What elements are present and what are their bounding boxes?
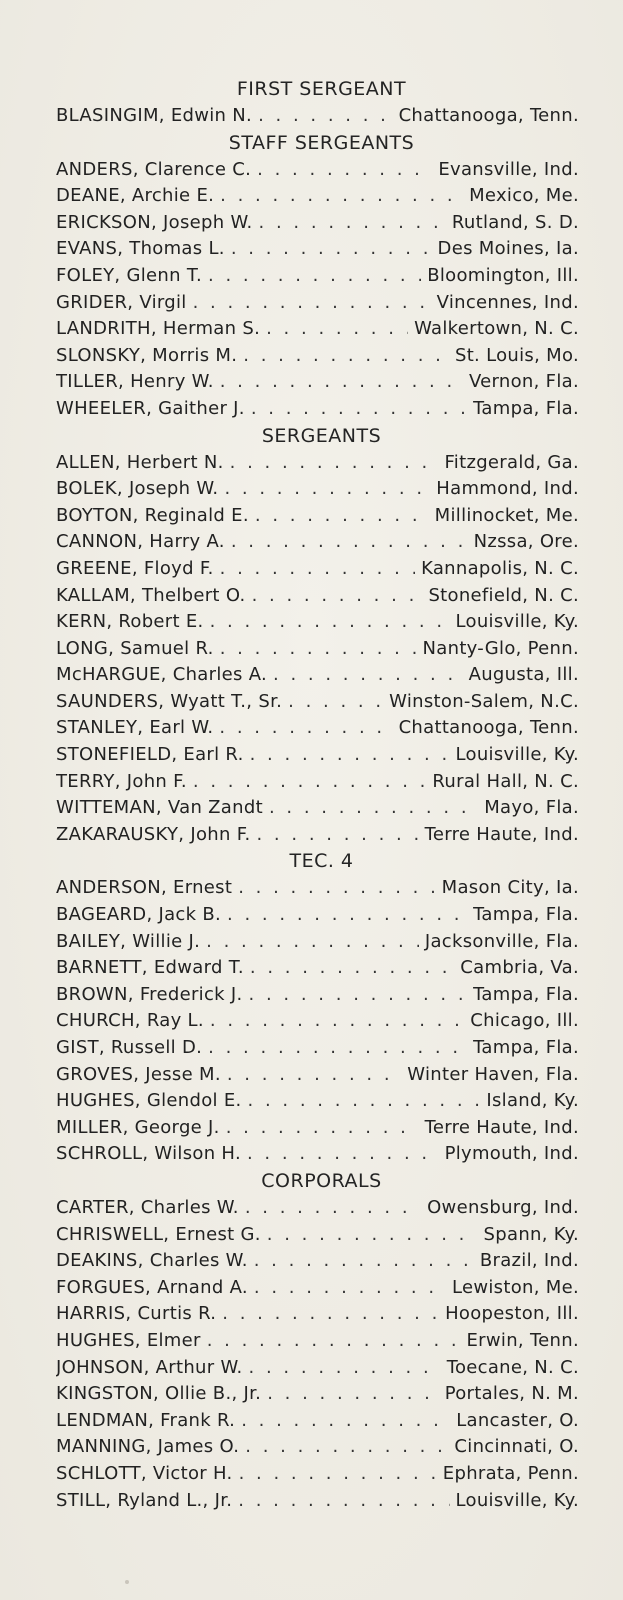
hometown: Plymouth, Ind. xyxy=(444,1143,579,1165)
section-heading: TEC. 4 xyxy=(289,850,354,873)
roster-entry xyxy=(56,982,579,1009)
soldier-name: LONG, Samuel R. xyxy=(56,637,214,659)
dot-leader xyxy=(220,369,463,396)
soldier-name: BOLEK, Joseph W. xyxy=(56,478,219,500)
dot-leader xyxy=(245,1195,421,1222)
soldier-name: STONEFIELD, Earl R. xyxy=(56,744,244,766)
roster-entry xyxy=(56,1355,579,1382)
hometown: Brazil, Ind. xyxy=(479,1250,579,1272)
dot-leader xyxy=(250,742,450,769)
hometown: Louisville, Ky. xyxy=(455,611,579,633)
soldier-name: HARRIS, Curtis R. xyxy=(56,1303,217,1325)
section-heading: FIRST SERGEANT xyxy=(236,78,407,100)
hometown: Rutland, S. D. xyxy=(451,211,579,233)
hometown: Des Moines, Ia. xyxy=(437,238,579,260)
hometown: Spann, Ky. xyxy=(483,1223,579,1245)
roster-entry xyxy=(56,529,579,556)
hometown: Winter Haven, Fla. xyxy=(407,1063,579,1085)
hometown: Hoopeston, Ill. xyxy=(445,1303,579,1325)
section-heading: SERGEANTS xyxy=(261,424,382,447)
hometown: Tampa, Fla. xyxy=(473,1037,579,1058)
hometown: Toecane, N. C. xyxy=(446,1356,579,1378)
section-heading: STAFF SERGEANTS xyxy=(228,131,415,154)
roster-entry xyxy=(56,450,579,477)
soldier-name: GREENE, Floyd F. xyxy=(56,557,214,579)
roster-entry xyxy=(56,290,579,317)
roster-entry xyxy=(56,822,579,849)
dot-leader xyxy=(266,316,408,343)
roster-entry xyxy=(56,503,579,530)
hometown: Evansville, Ind. xyxy=(438,158,579,180)
soldier-name: LENDMAN, Frank R. xyxy=(56,1409,236,1431)
dot-leader xyxy=(231,236,432,263)
roster-entry xyxy=(56,157,579,184)
soldier-name: FORGUES, Arnand A. xyxy=(56,1276,248,1298)
dot-leader xyxy=(259,210,446,237)
roster-entry xyxy=(56,1328,579,1355)
hometown: Walkertown, N. C. xyxy=(414,318,579,340)
dot-leader xyxy=(227,902,467,929)
roster-entry xyxy=(56,1141,579,1168)
hometown: Ephrata, Penn. xyxy=(442,1462,579,1484)
hometown: Stonefield, N. C. xyxy=(428,584,579,606)
dot-leader xyxy=(254,1248,474,1275)
hometown: Louisville, Ky. xyxy=(455,1489,579,1511)
hometown: Tampa, Fla. xyxy=(473,904,579,926)
dot-leader xyxy=(220,636,417,663)
dot-leader xyxy=(251,396,467,423)
hometown: Chicago, Ill. xyxy=(470,1010,579,1032)
hometown: Mason City, Ia. xyxy=(441,877,579,899)
dot-leader xyxy=(249,1355,441,1382)
hometown: Rural Hall, N. C. xyxy=(432,770,579,792)
hometown: Vincennes, Ind. xyxy=(436,291,579,313)
soldier-name: KINGSTON, Ollie B., Jr. xyxy=(56,1383,262,1405)
roster-entry xyxy=(56,715,579,742)
roster-list xyxy=(0,76,623,1514)
soldier-name: BROWN, Frederick J. xyxy=(56,983,243,1005)
dot-leader xyxy=(267,1381,439,1408)
soldier-name: EVANS, Thomas L. xyxy=(56,238,225,260)
soldier-name: MANNING, James O. xyxy=(56,1436,240,1458)
soldier-name: SCHROLL, Wilson H. xyxy=(56,1143,241,1165)
hometown: Kannapolis, N. C. xyxy=(421,557,579,579)
hometown: Hammond, Ind. xyxy=(436,478,579,500)
soldier-name: BOYTON, Reginald E. xyxy=(56,504,249,526)
soldier-name: HUGHES, Glendol E. xyxy=(56,1090,242,1112)
soldier-name: BAGEARD, Jack B. xyxy=(56,904,222,926)
soldier-name: GIST, Russell D. xyxy=(56,1037,203,1058)
hometown: Tampa, Fla. xyxy=(473,397,579,419)
roster-entry xyxy=(56,1008,579,1035)
soldier-name: KERN, Robert E. xyxy=(56,611,204,633)
roster-entry xyxy=(56,210,579,237)
hometown: Mayo, Fla. xyxy=(484,797,579,819)
soldier-name: BLASINGIM, Edwin N. xyxy=(56,105,253,126)
hometown: Vernon, Fla. xyxy=(468,371,579,393)
roster-entry xyxy=(56,263,579,290)
hometown: Lancaster, O. xyxy=(456,1409,579,1431)
roster-entry xyxy=(56,1195,579,1222)
hometown: Cincinnati, O. xyxy=(454,1436,579,1458)
soldier-name: WITTEMAN, Van Zandt xyxy=(56,797,263,819)
roster-entry xyxy=(56,1035,579,1062)
hometown: Louisville, Ky. xyxy=(455,744,579,766)
dot-leader xyxy=(249,982,468,1009)
roster-entry xyxy=(56,1275,579,1302)
dot-leader xyxy=(226,1115,419,1142)
roster-entry xyxy=(56,1062,579,1089)
roster-entry xyxy=(56,1434,579,1461)
hometown: Lewiston, Me. xyxy=(451,1276,579,1298)
soldier-name: TERRY, John F. xyxy=(56,770,187,792)
hometown: Terre Haute, Ind. xyxy=(424,1116,579,1138)
roster-entry xyxy=(56,1461,579,1488)
soldier-name: SCHLOTT, Victor H. xyxy=(56,1462,233,1484)
soldier-name: SAUNDERS, Wyatt T., Sr. xyxy=(56,690,283,712)
hometown: Mexico, Me. xyxy=(469,185,579,207)
soldier-name: ANDERSON, Ernest xyxy=(56,877,233,899)
hometown: Nanty-Glo, Penn. xyxy=(422,637,579,659)
roster-entry xyxy=(56,236,579,263)
dot-leader xyxy=(208,263,421,290)
roster-entry xyxy=(56,1301,579,1328)
hometown: Nzssa, Ore. xyxy=(473,531,579,553)
roster-entry xyxy=(56,556,579,583)
dot-leader xyxy=(193,769,427,796)
dot-leader xyxy=(231,529,468,556)
roster-entry xyxy=(56,902,579,929)
roster-entry xyxy=(56,103,579,130)
dot-leader xyxy=(207,1328,461,1355)
dot-leader xyxy=(210,609,450,636)
dot-leader xyxy=(227,1062,401,1089)
roster-entry xyxy=(56,396,579,423)
dot-leader xyxy=(241,1408,450,1435)
dot-leader xyxy=(257,157,432,184)
dot-leader xyxy=(230,450,439,477)
roster-entry xyxy=(56,583,579,610)
roster-entry xyxy=(56,1381,579,1408)
soldier-name: CANNON, Harry A. xyxy=(56,531,225,553)
dot-leader xyxy=(239,1461,437,1488)
dot-leader xyxy=(255,503,429,530)
soldier-name: DEAKINS, Charles W. xyxy=(56,1250,248,1272)
dot-leader xyxy=(222,1301,439,1328)
hometown: Jacksonville, Fla. xyxy=(424,930,579,952)
dot-leader xyxy=(250,955,454,982)
roster-entry xyxy=(56,955,579,982)
hometown: Erwin, Tenn. xyxy=(466,1329,579,1351)
dot-leader xyxy=(269,795,478,822)
roster-entry xyxy=(56,1408,579,1435)
dot-leader xyxy=(220,556,415,583)
soldier-name: STANLEY, Earl W. xyxy=(56,717,214,739)
dot-leader xyxy=(238,1488,449,1515)
hometown: Chattanooga, Tenn. xyxy=(398,105,579,126)
paper-spot xyxy=(125,1580,129,1584)
soldier-name: WHEELER, Gaither J. xyxy=(56,397,245,419)
soldier-name: ZAKARAUSKY, John F. xyxy=(56,823,251,845)
soldier-name: TILLER, Henry W. xyxy=(56,371,214,393)
section-heading: CORPORALS xyxy=(261,1169,382,1192)
dot-leader xyxy=(210,1008,464,1035)
soldier-name: KALLAM, Thelbert O. xyxy=(56,584,246,606)
hometown: Tampa, Fla. xyxy=(473,983,579,1005)
dot-leader xyxy=(245,1434,448,1461)
roster-entry xyxy=(56,795,579,822)
hometown: Cambria, Va. xyxy=(460,957,579,979)
roster-entry xyxy=(56,476,579,503)
dot-leader xyxy=(243,343,449,370)
soldier-name: CARTER, Charles W. xyxy=(56,1196,239,1218)
soldier-name: GRIDER, Virgil xyxy=(56,291,187,313)
soldier-name: CHURCH, Ray L. xyxy=(56,1010,204,1032)
roster-entry xyxy=(56,1488,579,1515)
dot-leader xyxy=(220,183,463,210)
dot-leader xyxy=(224,476,430,503)
soldier-name: MILLER, George J. xyxy=(56,1116,220,1138)
soldier-name: ALLEN, Herbert N. xyxy=(56,451,224,473)
soldier-name: ERICKSON, Joseph W. xyxy=(56,211,253,233)
dot-leader xyxy=(247,1141,439,1168)
roster-entry xyxy=(56,1248,579,1275)
roster-entry xyxy=(56,369,579,396)
roster-entry xyxy=(56,343,579,370)
soldier-name: McHARGUE, Charles A. xyxy=(56,664,268,686)
hometown: Portales, N. M. xyxy=(444,1383,579,1405)
soldier-name: STILL, Ryland L., Jr. xyxy=(56,1489,233,1511)
hometown: Winston-Salem, N.C. xyxy=(389,690,579,712)
dot-leader xyxy=(256,822,418,849)
hometown: Terre Haute, Ind. xyxy=(424,823,579,845)
roster-entry xyxy=(56,875,579,902)
roster-entry xyxy=(56,1088,579,1115)
soldier-name: GROVES, Jesse M. xyxy=(56,1063,221,1085)
dot-leader xyxy=(193,290,431,317)
roster-entry xyxy=(56,689,579,716)
dot-leader xyxy=(273,662,463,689)
dot-leader xyxy=(288,689,383,716)
roster-entry xyxy=(56,609,579,636)
hometown: Island, Ky. xyxy=(486,1090,579,1112)
dot-leader xyxy=(254,1275,446,1302)
roster-entry xyxy=(56,1115,579,1142)
soldier-name: JOHNSON, Arthur W. xyxy=(56,1356,243,1378)
dot-leader xyxy=(258,103,392,130)
roster-entry xyxy=(56,769,579,796)
roster-entry xyxy=(56,183,579,210)
dot-leader xyxy=(238,875,435,902)
roster-entry xyxy=(56,929,579,956)
roster-entry xyxy=(56,636,579,663)
dot-leader xyxy=(208,1035,467,1062)
roster-entry xyxy=(56,316,579,343)
hometown: Fitzgerald, Ga. xyxy=(444,451,579,473)
soldier-name: BARNETT, Edward T. xyxy=(56,957,244,979)
roster-entry xyxy=(56,742,579,769)
soldier-name: HUGHES, Elmer xyxy=(56,1329,201,1351)
hometown: Millinocket, Me. xyxy=(434,504,579,526)
soldier-name: DEANE, Archie E. xyxy=(56,185,215,207)
hometown: St. Louis, Mo. xyxy=(454,344,579,366)
hometown: Augusta, Ill. xyxy=(468,664,579,686)
soldier-name: FOLEY, Glenn T. xyxy=(56,264,203,286)
roster-entry xyxy=(56,662,579,689)
roster-entry xyxy=(56,1222,579,1249)
soldier-name: BAILEY, Willie J. xyxy=(56,930,201,952)
soldier-name: ANDERS, Clarence C. xyxy=(56,158,252,180)
soldier-name: CHRISWELL, Ernest G. xyxy=(56,1223,261,1245)
hometown: Bloomington, Ill. xyxy=(427,264,579,286)
soldier-name: LANDRITH, Herman S. xyxy=(56,318,261,340)
hometown: Owensburg, Ind. xyxy=(427,1196,579,1218)
dot-leader xyxy=(219,715,392,742)
dot-leader xyxy=(248,1088,481,1115)
dot-leader xyxy=(252,583,423,610)
dot-leader xyxy=(206,929,419,956)
dot-leader xyxy=(267,1222,478,1249)
hometown: Chattanooga, Tenn. xyxy=(398,717,579,739)
soldier-name: SLONSKY, Morris M. xyxy=(56,344,238,366)
